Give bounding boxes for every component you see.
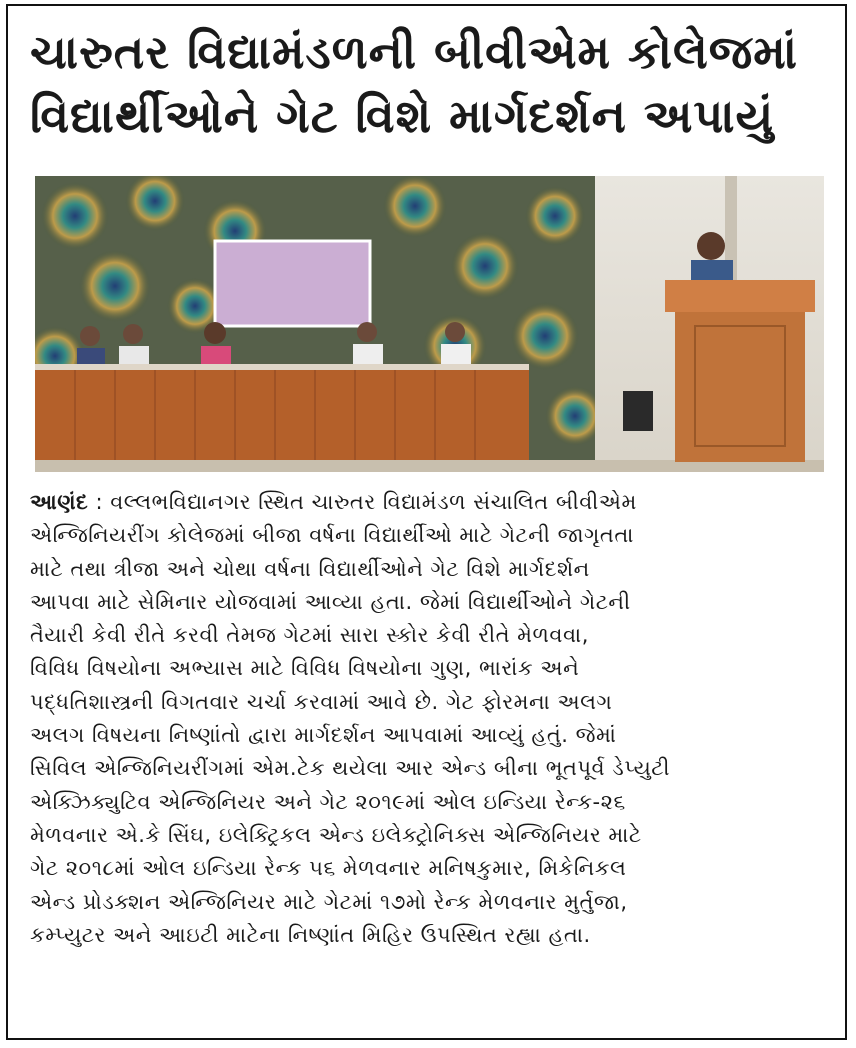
- headline: [30, 20, 820, 148]
- article-body: [30, 486, 830, 952]
- dateline: આણંદ: [30, 490, 89, 514]
- article-line: અલગ વિષયના નિષ્ણાંતો દ્વારા માર્ગદર્શન આપવામાં આવ્યું હતું. જેમાં: [30, 723, 617, 748]
- seminar-photo: [35, 176, 824, 472]
- dateline-separator: :: [88, 490, 111, 514]
- article-line: મેળવનાર એ.કે સિંઘ, ઇલેક્ટ્રિકલ એન્ડ ઇલેક્ટ્રોનિક્સ એન્જિનિયર માટે: [30, 822, 642, 847]
- seminar-photo-illustration: [35, 176, 824, 472]
- chair: [623, 391, 653, 431]
- panel-table: [35, 368, 529, 460]
- article-line: એક્ઝિક્યુટિવ એન્જિનિયર અને ગેટ ૨૦૧૯માં ઓલ ઇન્ડિયા રેન્ક-૨૬: [30, 789, 626, 814]
- article-line: એન્જિનિયરીંગ કોલેજમાં બીજા વર્ષના વિદ્યાર્થીઓ માટે ગેટની જાગૃતતા: [30, 523, 634, 548]
- article-line-1-text: વલ્લભવિદ્યાનગર સ્થિત ચારુતર વિદ્યામંડળ સંચાલિત બીવીએમ: [110, 490, 637, 514]
- article-line: કમ્પ્યુટર અને આઇટી માટેના નિષ્ણાંત મિહિર ઉપસ્થિત રહ્યા હતા.: [30, 922, 591, 947]
- article-line-1: [30, 486, 830, 519]
- podium-top: [665, 280, 815, 312]
- article-line: ગેટ ૨૦૧૮માં ઓલ ઇન્ડિયા રેન્ક ૫૬ મેળવનાર મનિષકુમાર, મિકેનિકલ: [30, 856, 627, 881]
- headline-line-2: વિદ્યાર્થીઓને ગેટ વિશે માર્ગદર્શન અપાયું: [30, 89, 775, 143]
- article-line: તૈયારી કેવી રીતે કરવી તેમજ ગેટમાં સારા સ્કોર કેવી રીતે મેળવવા,: [30, 623, 589, 648]
- headline-line-1: ચારુતર વિદ્યામંડળની બીવીએમ કોલેજમાં: [30, 25, 799, 79]
- article-line: માટે તથા ત્રીજા અને ચોથા વર્ષના વિદ્યાર્થીઓને ગેટ વિશે માર્ગદર્શન: [30, 556, 590, 581]
- projection-screen: [215, 241, 370, 326]
- article-line: પદ્ધતિશાસ્ત્રની વિગતવાર ચર્ચા કરવામાં આવે છે. ગેટ ફોરમના અલગ: [30, 689, 613, 714]
- article-line: આપવા માટે સેમિનાર યોજવામાં આવ્યા હતા. જેમાં વિદ્યાર્થીઓને ગેટની: [30, 589, 631, 614]
- article-line: વિવિધ વિષયોના અભ્યાસ માટે વિવિધ વિષયોના ગુણ, ભારાંક અને: [30, 656, 580, 681]
- article-line: એન્ડ પ્રોડક્શન એન્જિનિયર માટે ગેટમાં ૧૭મો રેન્ક મેળવનાર મુર્તુજા,: [30, 889, 628, 914]
- article-line: સિવિલ એન્જિનિયરીંગમાં એમ.ટેક થયેલા આર એન્ડ બીના ભૂતપૂર્વ ડેપ્યુટી: [30, 756, 671, 781]
